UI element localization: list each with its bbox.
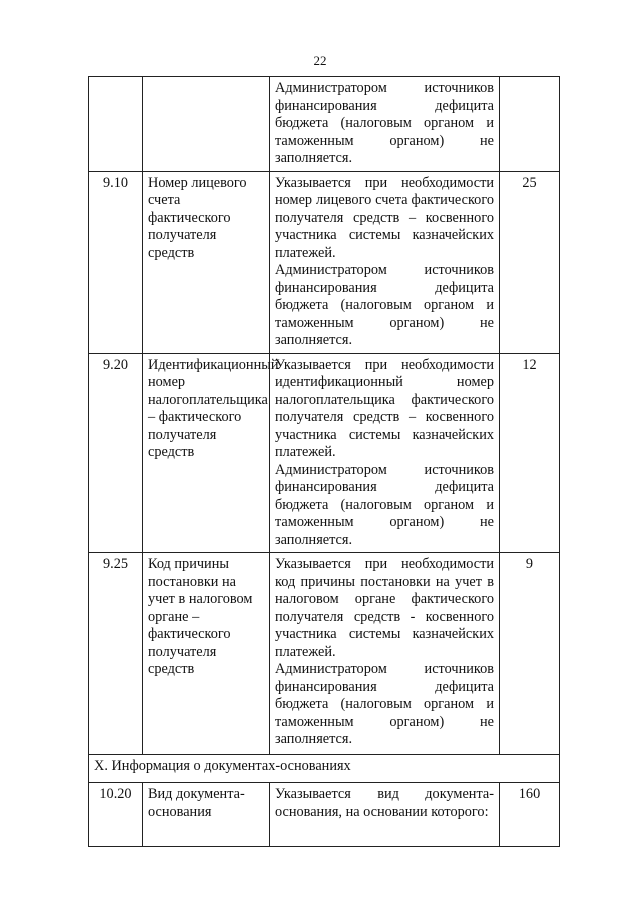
description-paragraph: Администратором источников финансирования дефицита бюджета (налоговым органом и таможенным органом) не заполняется. [275,80,494,166]
field-description [270,553,500,755]
description-paragraph: Указывается при необходимости идентификационный номер налогоплательщика фактического получателя средств – косвенного участника системы казначейских платежей. [275,356,494,460]
row-number: 9.10 [89,171,143,353]
description-paragraph: Указывается при необходимости код причины постановки на учет в налоговом органе фактического получателя средств - косвенного участника системы казначейских платежей. [275,556,494,660]
field-length: 25 [500,171,560,353]
section-heading: X. Информация о документах-основаниях [89,755,560,783]
row-number: 9.20 [89,353,143,553]
field-name: Идентификационный номер налогоплательщика – фактического получателя средств [143,353,270,553]
field-length: 9 [500,553,560,755]
table-row [89,353,560,553]
field-length [500,77,560,172]
description-paragraph: Указывается при необходимости номер лицевого счета фактического получателя средств – косвенного участника системы казначейских платежей. [275,174,494,261]
table-row [89,783,560,847]
document-table [88,76,560,847]
table-row [89,171,560,353]
field-description [270,353,500,553]
table-row [89,553,560,755]
section-row [89,755,560,783]
field-description: Указывается вид документа-основания, на основании которого: [270,783,500,847]
field-description [270,77,500,172]
row-number [89,77,143,172]
row-number: 9.25 [89,553,143,755]
field-length: 160 [500,783,560,847]
description-paragraph: Администратором источников финансирования дефицита бюджета (налоговым органом и таможенным органом) не заполняется. [275,661,494,747]
table-row [89,77,560,172]
field-description [270,171,500,353]
field-name: Номер лицевого счета фактического получателя средств [143,171,270,353]
field-name: Код причины постановки на учет в налоговом органе – фактического получателя средств [143,553,270,755]
field-name [143,77,270,172]
field-length: 12 [500,353,560,553]
field-name: Вид документа-основания [143,783,270,847]
row-number: 10.20 [89,783,143,847]
description-paragraph: Администратором источников финансирования дефицита бюджета (налоговым органом и таможенным органом) не заполняется. [275,262,494,348]
page-number: 22 [313,53,327,68]
description-paragraph: Администратором источников финансирования дефицита бюджета (налоговым органом и таможенным органом) не заполняется. [275,461,494,548]
